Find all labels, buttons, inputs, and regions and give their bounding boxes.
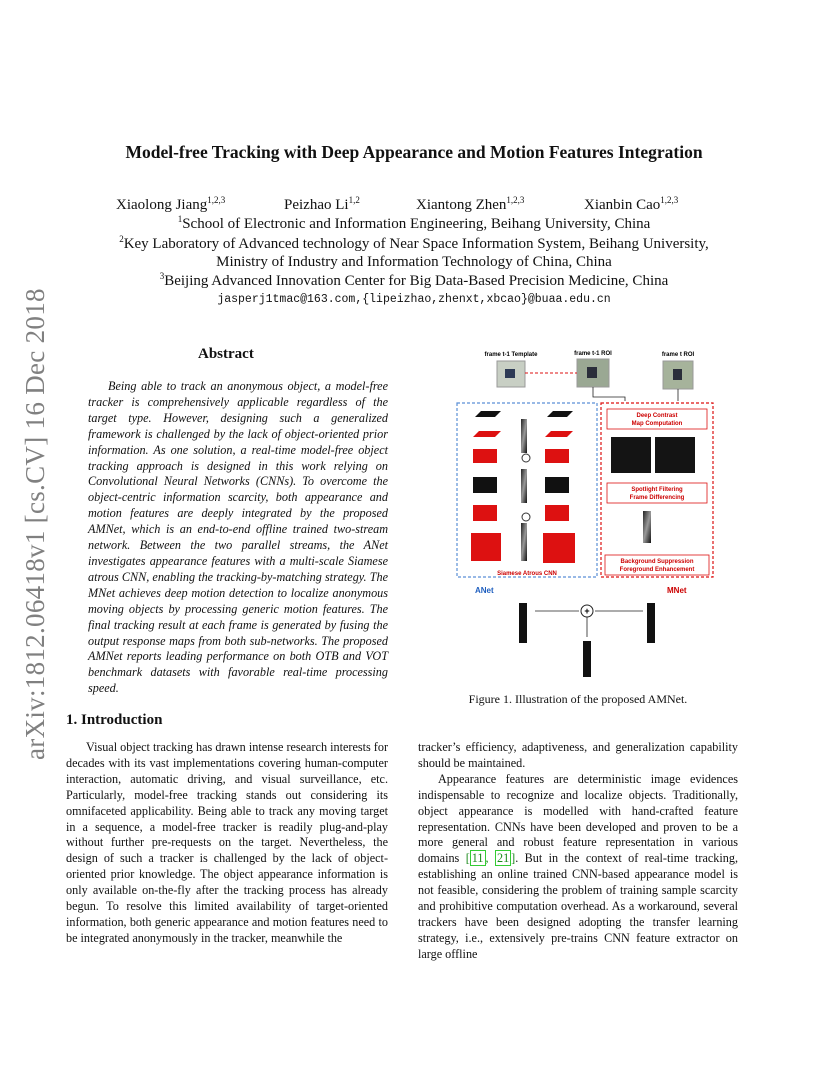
- intro-right-column: tracker’s efficiency, adaptiveness, and generalization capability should be maintained. Appearance features are deterministic image evidences indispensable to recognize and localize objects. Traditionally, object appearance is modelled with hand-crafted feature representation. CNNs have been developed and proven to be a more general and robust feature representation in various domains [ 11 , 21 ]. But in the context of real-time tracking, establishing an online trained CNN-based appearance model is not feasible, considering the problem of training sample scarcity and prohibitive computation overhead. As a workaround, several trackers have been designed adopting the transfer learning strategy, i.e., extensively pre-trains CNN feature extractor on large offline: [418, 740, 738, 961]
- anet-left-block-5: [473, 505, 497, 521]
- label-spotlight-2: Frame Differencing: [629, 495, 685, 501]
- anet-left-block-4: [473, 477, 497, 493]
- diff-map: [643, 511, 651, 543]
- mnet-response-map: [647, 603, 655, 643]
- amnet-figure: [455, 345, 715, 685]
- anet-right-block-4: [545, 477, 569, 493]
- fusion-plus-text: +: [584, 606, 590, 616]
- abstract-body: Being able to track an anonymous object, a model-free tracker is comprehensively applicable regardless of the target type. However, designing such a generalized framework is challenged by the lack of object-oriented prior information. As one solution, a real-time model-free object tracking approach is designed in this work relying on Convolutional Neural Networks (CNNs). To overcome the object-centric information scarcity, both appearance and motion features are deeply integrated by the proposed AMNet, which is an end-to-end offline trained two-stream network. Between the two parallel streams, the ANet investigates appearance features with a multi-scale Siamese atrous CNN, enabling the tracking-by-matching strategy. The MNet achieves deep motion detection to localize anonymous moving objects by processing generic motion features. The final tracking result at each frame is generated by fusing the output response maps from both sub-networks. The proposed AMNet reports leading performance on both OTB and VOT benchmark datasets with favorable real-time processing speed.: [88, 379, 388, 696]
- anet-left-block-6: [471, 533, 501, 561]
- template-object: [505, 369, 515, 378]
- anet-left-block-2: [473, 431, 501, 437]
- affiliation-1: $^1$School of Electronic and Information Engineering, Beihang University, China: [177, 214, 651, 232]
- author-4: Xianbin Cao$^{1,2,3}$: [584, 195, 679, 213]
- anet-right-block-5: [545, 505, 569, 521]
- label-bg-1: Background Suppression: [620, 559, 694, 565]
- final-response-map: [583, 641, 591, 677]
- anet-response-map: [519, 603, 527, 643]
- affiliation-3: $^3$Beijing Advanced Innovation Center for Big Data-Based Precision Medicine, China: [159, 271, 669, 289]
- anet-map-1: [521, 419, 527, 453]
- label-spotlight-1: Spotlight Filtering: [631, 487, 683, 493]
- label-mnet: MNet: [667, 586, 687, 595]
- anet-right-block-1: [547, 411, 573, 417]
- roi-curr-object: [673, 369, 682, 380]
- arxiv-stamp: arXiv:1812.06418v1 [cs.CV] 16 Dec 2018: [20, 288, 50, 760]
- label-anet: ANet: [475, 586, 494, 595]
- figure-caption: Figure 1. Illustration of the proposed AMNet.: [468, 692, 688, 706]
- anet-right-block-3: [545, 449, 569, 463]
- anet-plus-2: [522, 513, 530, 521]
- affiliation-2: $^2$Key Laboratory of Advanced technology of Near Space Information System, Beihang University,: [119, 234, 709, 252]
- author-2: Peizhao Li$^{1,2}$: [284, 195, 360, 213]
- anet-plus-1: [522, 454, 530, 462]
- anet-right-block-2: [545, 431, 573, 437]
- intro-heading: 1. Introduction: [66, 712, 163, 728]
- label-template: frame t-1 Template: [484, 352, 538, 358]
- label-siamese: Siamese Atrous CNN: [497, 571, 557, 577]
- author-3: Xiantong Zhen$^{1,2,3}$: [416, 195, 525, 213]
- label-roi-prev: frame t-1 ROI: [574, 351, 612, 357]
- abstract-heading: Abstract: [198, 346, 254, 362]
- author-emails: jasperj1tmac@163.com,{lipeizhao,zhenxt,xbcao}@buaa.edu.cn: [217, 293, 611, 306]
- contrast-map-2: [655, 437, 695, 473]
- roi-prev-object: [587, 367, 597, 378]
- author-1: Xiaolong Jiang$^{1,2,3}$: [116, 195, 226, 213]
- anet-map-3: [521, 523, 527, 561]
- label-deep-contrast-1: Deep Contrast: [636, 413, 678, 419]
- contrast-map-1: [611, 437, 651, 473]
- anet-map-2: [521, 469, 527, 503]
- affiliation-2-cont: Ministry of Industry and Information Technology of China, China: [216, 254, 612, 270]
- roi-prev-connector: [593, 387, 625, 401]
- paper-title: Model-free Tracking with Deep Appearance and Motion Features Integration: [125, 142, 703, 162]
- citation[interactable]: [ 11 , 21 ]: [465, 851, 516, 866]
- label-deep-contrast-2: Map Computation: [631, 421, 683, 427]
- anet-left-block-1: [475, 411, 501, 417]
- anet-right-block-6: [543, 533, 575, 563]
- label-bg-2: Foreground Enhancement: [619, 567, 695, 573]
- anet-left-block-3: [473, 449, 497, 463]
- label-roi-curr: frame t ROI: [661, 352, 695, 358]
- intro-left-column: Visual object tracking has drawn intense research interests for decades with its vast implementations covering human-computer interaction, automatic driving, and visual surveillance, etc. Particularly, model-free tracking stands out considering its omnifaceted applicability. Being able to track any moving target in a sequence, a model-free tracker is readily plug-and-play without further pre-requests on the target. Nevertheless, the design of such a tracker is challenged by the lack of object-oriented prior knowledge. The object appearance information is only available on-the-fly after the tracking process has already begun. To resolve this limited availability of target-oriented information, both generic appearance and motion features need to be integrated anonymously in the tracker, meanwhile the: [66, 740, 388, 945]
